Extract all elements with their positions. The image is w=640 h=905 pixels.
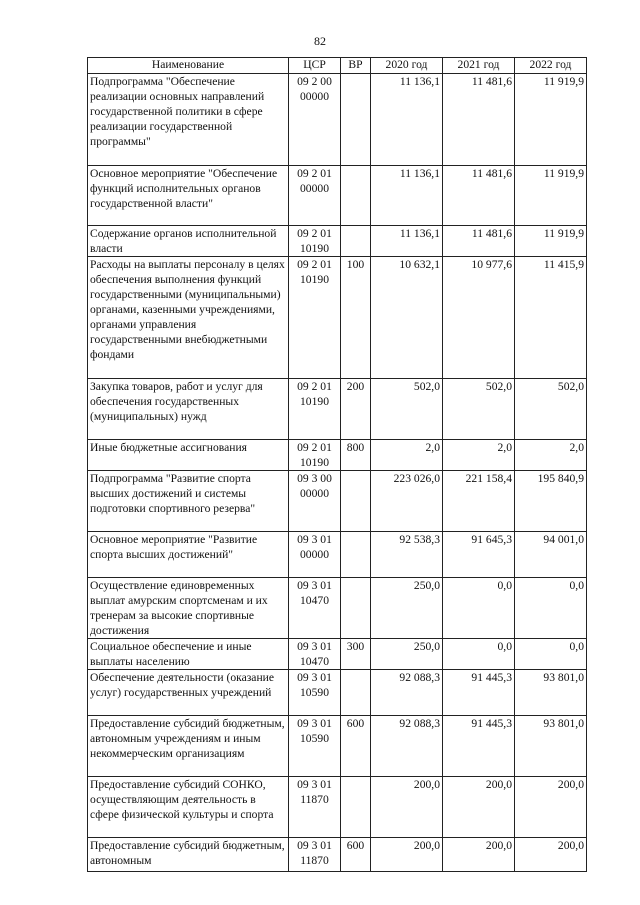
row-vr (341, 532, 371, 578)
table-row (88, 257, 587, 379)
row-name: Осуществление единовременных выплат амурским спортсменам и их тренерам за высокие спортивные достижения (88, 578, 289, 639)
row-value-2021: 502,0 (443, 379, 515, 440)
row-value-2021: 2,0 (443, 440, 515, 471)
row-value-2021: 91 445,3 (443, 716, 515, 777)
row-value-2020: 2,0 (371, 440, 443, 471)
row-value-2021: 11 481,6 (443, 166, 515, 226)
table-row (88, 777, 587, 838)
row-value-2021: 200,0 (443, 838, 515, 872)
csr-code-part1: 09 2 01 (297, 258, 332, 271)
row-value-2021: 10 977,6 (443, 257, 515, 379)
row-value-2022: 195 840,9 (515, 471, 587, 532)
csr-code-part1: 09 2 01 (297, 167, 332, 180)
row-value-2022: 502,0 (515, 379, 587, 440)
row-value-2022: 93 801,0 (515, 670, 587, 716)
row-value-2020: 250,0 (371, 639, 443, 670)
row-name: Предоставление субсидий СОНКО, осуществляющим деятельность в сфере физической культуры и спорта (88, 777, 289, 838)
row-vr: 300 (341, 639, 371, 670)
table-row (88, 578, 587, 639)
table-row (88, 166, 587, 226)
row-vr: 600 (341, 716, 371, 777)
row-name: Предоставление субсидий бюджетным, автономным учреждениям и иным некоммерческим организациям (88, 716, 289, 777)
row-value-2020: 223 026,0 (371, 471, 443, 532)
csr-code-part2: 10470 (300, 594, 329, 607)
row-name: Основное мероприятие "Развитие спорта высших достижений" (88, 532, 289, 578)
row-value-2020: 502,0 (371, 379, 443, 440)
row-vr: 800 (341, 440, 371, 471)
csr-code-part1: 09 3 01 (297, 533, 332, 546)
row-csr (289, 578, 341, 639)
row-value-2022: 11 919,9 (515, 74, 587, 166)
row-name: Подпрограмма "Развитие спорта высших достижений и системы подготовки спортивного резерва" (88, 471, 289, 532)
row-value-2020: 11 136,1 (371, 226, 443, 257)
row-value-2020: 92 538,3 (371, 532, 443, 578)
row-value-2021: 11 481,6 (443, 74, 515, 166)
csr-code-part1: 09 3 00 (297, 472, 332, 485)
row-csr (289, 379, 341, 440)
column-header-csr: ЦСР (289, 58, 341, 74)
table-row (88, 74, 587, 166)
row-name: Закупка товаров, работ и услуг для обеспечения государственных (муниципальных) нужд (88, 379, 289, 440)
row-value-2020: 92 088,3 (371, 670, 443, 716)
page-number: 82 (314, 34, 326, 48)
table-header (88, 58, 587, 74)
budget-table (87, 57, 587, 872)
row-csr (289, 166, 341, 226)
row-value-2022: 11 919,9 (515, 226, 587, 257)
csr-code-part2: 10590 (300, 732, 329, 745)
table-row (88, 670, 587, 716)
column-header-2020: 2020 год (371, 58, 443, 74)
row-name: Содержание органов исполнительной власти (88, 226, 289, 257)
row-csr (289, 440, 341, 471)
csr-code-part2: 00000 (300, 548, 329, 561)
row-value-2022: 0,0 (515, 639, 587, 670)
row-name: Обеспечение деятельности (оказание услуг) государственных учреждений (88, 670, 289, 716)
row-value-2021: 200,0 (443, 777, 515, 838)
row-vr (341, 74, 371, 166)
csr-code-part1: 09 2 01 (297, 227, 332, 240)
row-name: Иные бюджетные ассигнования (88, 440, 289, 471)
row-csr (289, 226, 341, 257)
row-value-2021: 221 158,4 (443, 471, 515, 532)
csr-code-part2: 11870 (300, 793, 329, 806)
table-row (88, 716, 587, 777)
column-header-2021: 2021 год (443, 58, 515, 74)
row-name: Социальное обеспечение и иные выплаты населению (88, 639, 289, 670)
csr-code-part2: 10470 (300, 655, 329, 668)
row-value-2022: 11 919,9 (515, 166, 587, 226)
csr-code-part1: 09 3 01 (297, 579, 332, 592)
row-value-2020: 11 136,1 (371, 166, 443, 226)
row-vr (341, 670, 371, 716)
row-vr: 600 (341, 838, 371, 872)
csr-code-part2: 00000 (300, 487, 329, 500)
row-value-2021: 11 481,6 (443, 226, 515, 257)
column-header-vr: ВР (341, 58, 371, 74)
row-vr (341, 226, 371, 257)
row-csr (289, 670, 341, 716)
row-vr: 100 (341, 257, 371, 379)
csr-code-part1: 09 2 00 (297, 75, 332, 88)
row-name: Предоставление субсидий бюджетным, автономным (88, 838, 289, 872)
csr-code-part1: 09 2 01 (297, 441, 332, 454)
row-name: Расходы на выплаты персоналу в целях обеспечения выполнения функций государственными (муниципальными) органами, казенными учреждениями, органами управления государственными внебюджетными фондами (88, 257, 289, 379)
csr-code-part2: 11870 (300, 854, 329, 867)
row-vr (341, 578, 371, 639)
row-vr (341, 471, 371, 532)
row-name: Основное мероприятие "Обеспечение функций исполнительных органов государственной власти" (88, 166, 289, 226)
row-name: Подпрограмма "Обеспечение реализации основных направлений государственной политики в сфере реализации государственной программы" (88, 74, 289, 166)
csr-code-part1: 09 2 01 (297, 380, 332, 393)
row-value-2022: 94 001,0 (515, 532, 587, 578)
column-header-name: Наименование (88, 58, 289, 74)
row-value-2021: 91 445,3 (443, 670, 515, 716)
row-csr (289, 639, 341, 670)
csr-code-part2: 10190 (300, 273, 329, 286)
csr-code-part2: 00000 (300, 90, 329, 103)
table-body (88, 74, 587, 872)
row-value-2022: 200,0 (515, 777, 587, 838)
csr-code-part2: 10190 (300, 456, 329, 469)
row-vr (341, 777, 371, 838)
table-row (88, 440, 587, 471)
row-csr (289, 838, 341, 872)
row-csr (289, 532, 341, 578)
row-csr (289, 471, 341, 532)
row-value-2020: 10 632,1 (371, 257, 443, 379)
csr-code-part1: 09 3 01 (297, 839, 332, 852)
row-value-2022: 200,0 (515, 838, 587, 872)
table-row (88, 639, 587, 670)
table-row (88, 471, 587, 532)
row-csr (289, 257, 341, 379)
row-value-2020: 200,0 (371, 777, 443, 838)
csr-code-part2: 10190 (300, 395, 329, 408)
row-csr (289, 716, 341, 777)
row-csr (289, 74, 341, 166)
csr-code-part2: 10190 (300, 242, 329, 255)
row-vr: 200 (341, 379, 371, 440)
csr-code-part1: 09 3 01 (297, 717, 332, 730)
table-row (88, 532, 587, 578)
row-value-2020: 250,0 (371, 578, 443, 639)
row-value-2022: 11 415,9 (515, 257, 587, 379)
csr-code-part1: 09 3 01 (297, 671, 332, 684)
row-value-2022: 2,0 (515, 440, 587, 471)
row-value-2022: 0,0 (515, 578, 587, 639)
table-row (88, 838, 587, 872)
row-value-2021: 91 645,3 (443, 532, 515, 578)
column-header-2022: 2022 год (515, 58, 587, 74)
csr-code-part2: 10590 (300, 686, 329, 699)
row-value-2020: 92 088,3 (371, 716, 443, 777)
row-value-2020: 11 136,1 (371, 74, 443, 166)
row-value-2022: 93 801,0 (515, 716, 587, 777)
row-value-2020: 200,0 (371, 838, 443, 872)
row-vr (341, 166, 371, 226)
row-value-2021: 0,0 (443, 639, 515, 670)
csr-code-part1: 09 3 01 (297, 778, 332, 791)
csr-code-part1: 09 3 01 (297, 640, 332, 653)
row-csr (289, 777, 341, 838)
row-value-2021: 0,0 (443, 578, 515, 639)
table-row (88, 226, 587, 257)
table-row (88, 379, 587, 440)
csr-code-part2: 00000 (300, 182, 329, 195)
